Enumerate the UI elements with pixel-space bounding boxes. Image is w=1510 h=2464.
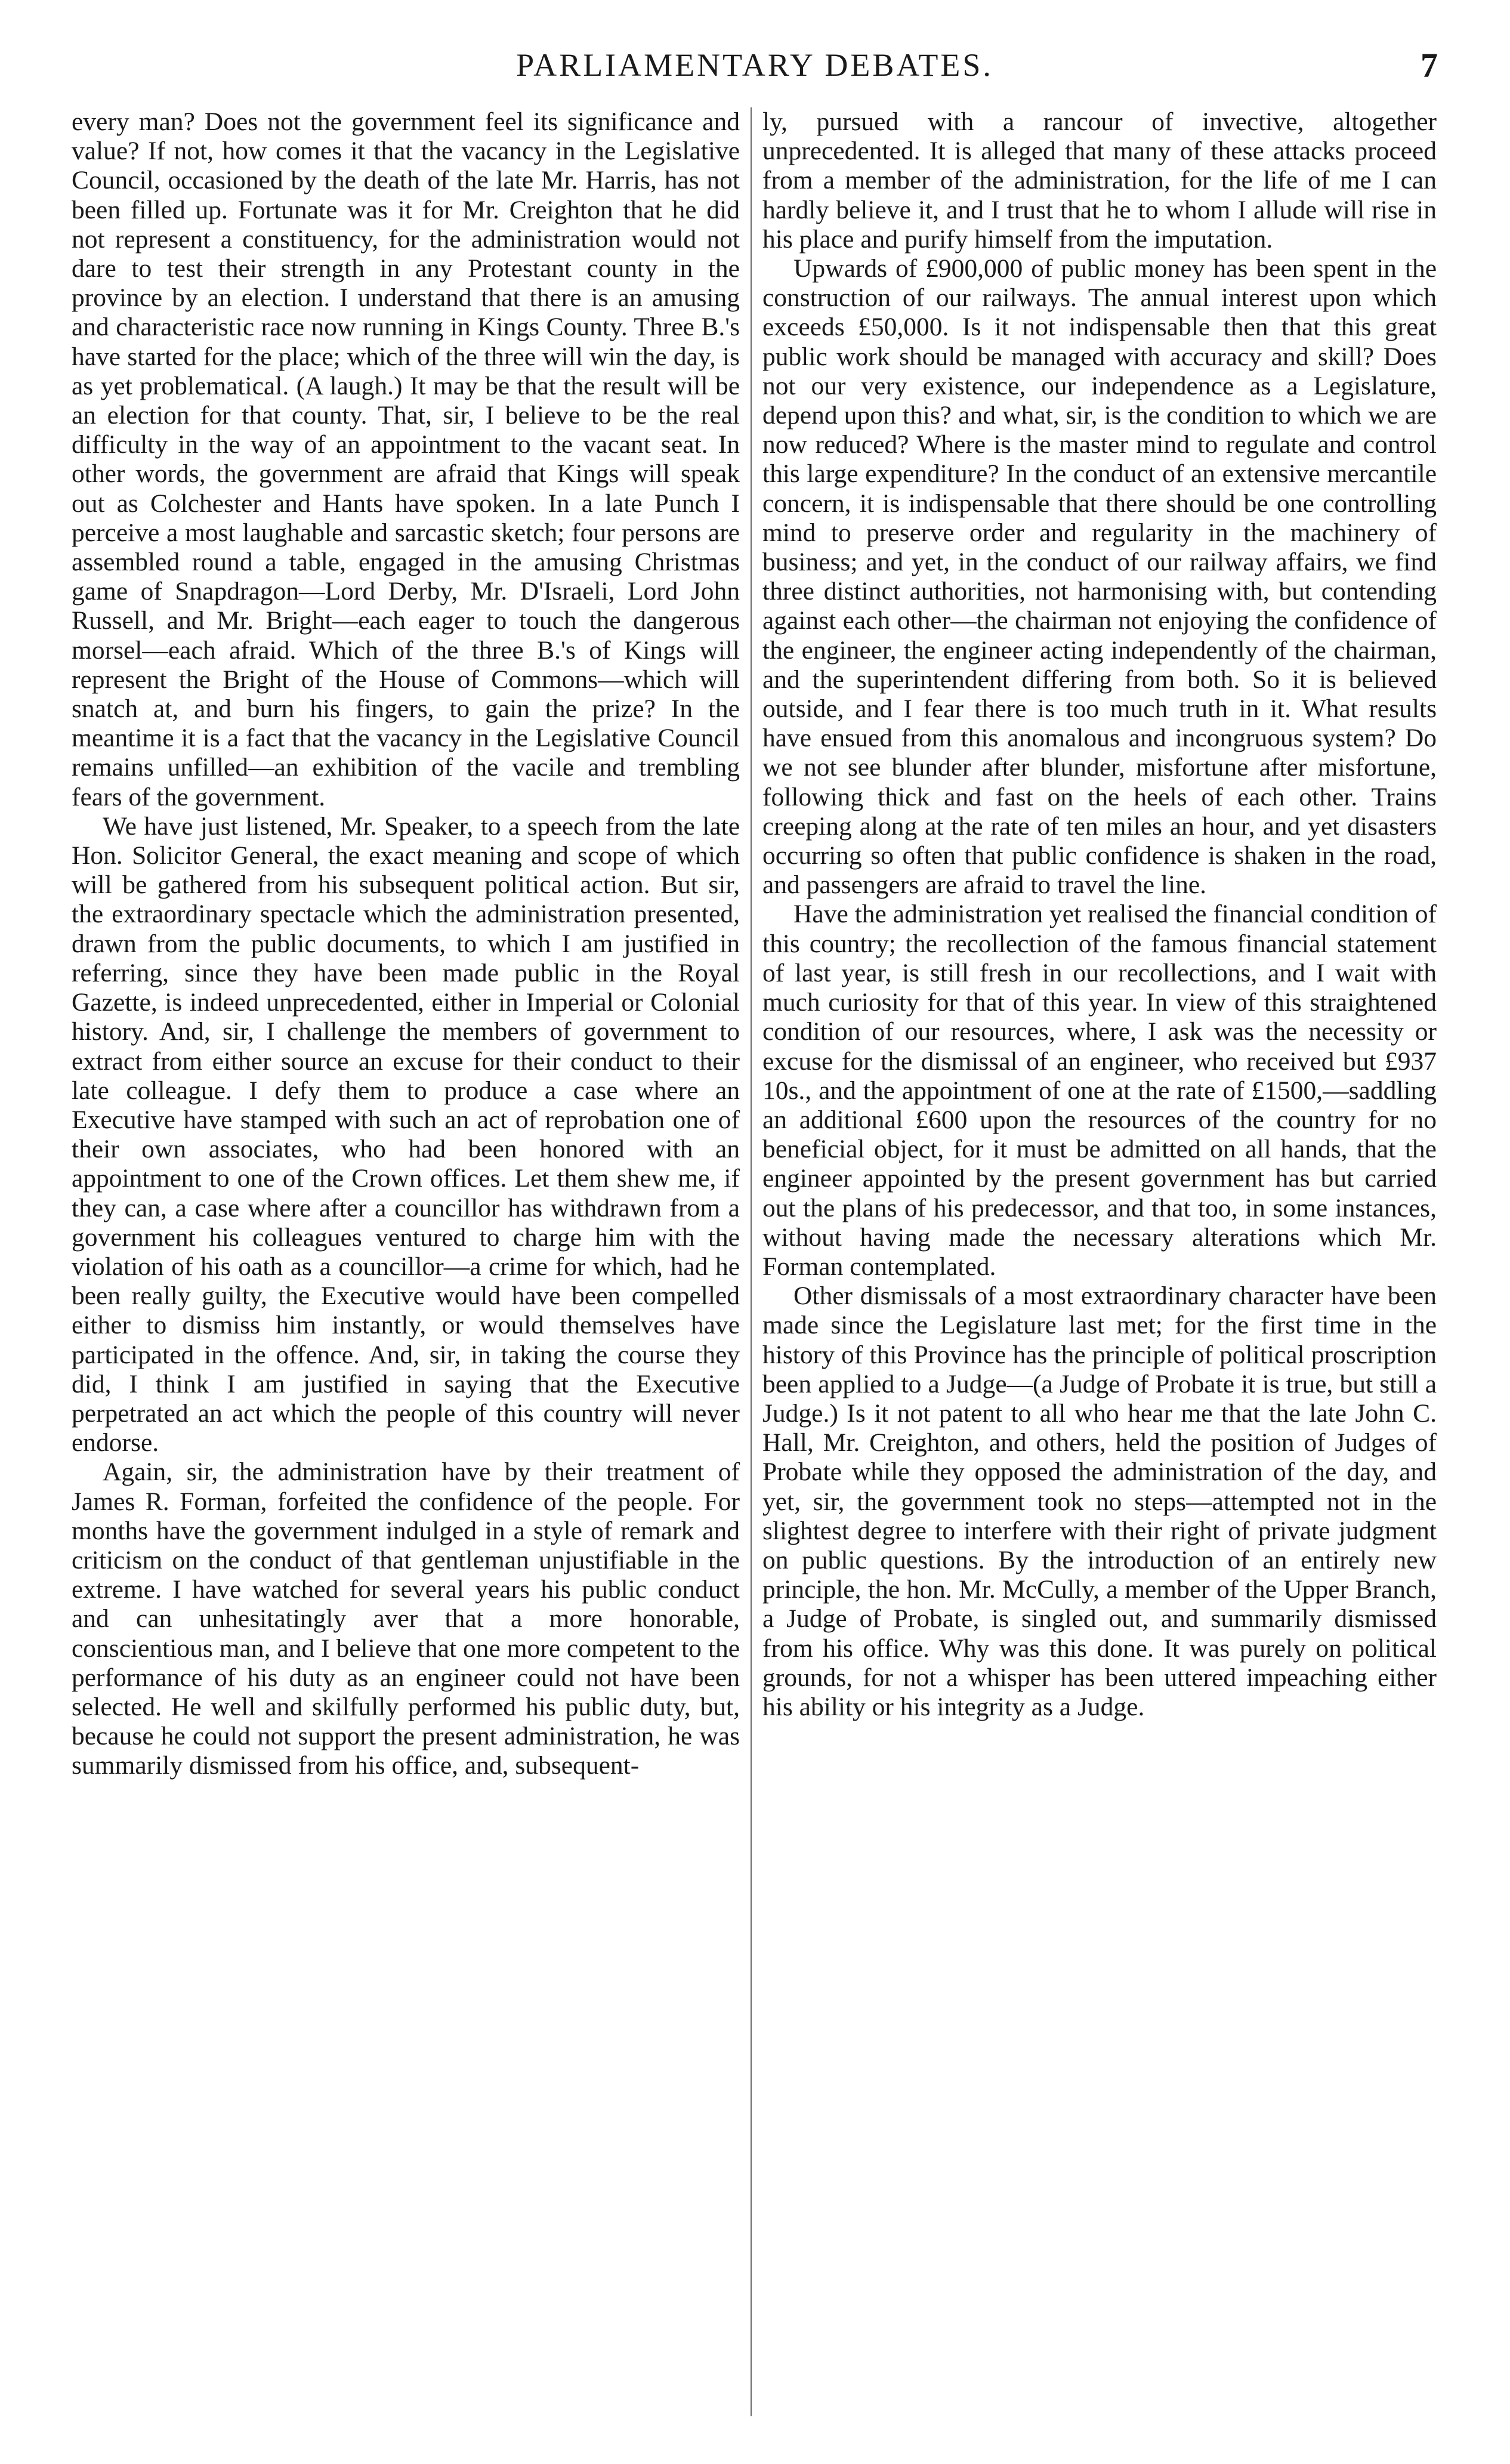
page-title: PARLIAMENTARY DEBATES. [516, 47, 993, 83]
page-number: 7 [1421, 46, 1438, 85]
paragraph-continued: every man? Does not the government feel its significance and value? If not, how comes it that the vacancy in the Legislative Council, occasioned by the death of the late Mr. Harris, has not been filled up. Fortunate was it for Mr. Creighton that he did not represent a constituency, for the administration would not dare to test their strength in any Protestant county in the province by an election. I understand that there is an amusing and characteristic race now running in Kings County. Three B.'s have started for the place; which of the three will win the day, is as yet problematical. (A laugh.) It may be that the result will be an election for that county. That, sir, I believe to be the real difficulty in the way of an appointment to the vacant seat. In other words, the government are afraid that Kings will speak out as Colchester and Hants have spoken. In a late Punch I perceive a most laughable and sarcastic sketch; four persons are assembled round a table, engaged in the amusing Christmas game of Snapdragon—Lord Derby, Mr. D'Israeli, Lord John Russell, and Mr. Bright—each eager to touch the dangerous morsel—each afraid. Which of the three B.'s of Kings will represent the Bright of the House of Commons—which will snatch at, and burn his fingers, to gain the prize? In the meantime it is a fact that the vacancy in the Legislative Council remains unfilled—an exhibition of the vacile and trembling fears of the government. [72, 107, 740, 811]
paragraph: Upwards of £900,000 of public money has been spent in the construction of our railways. The annual interest upon which exceeds £50,000. Is it not indispensable then that this great public work should be managed with accuracy and skill? Does not our very existence, our independence as a Legislature, depend upon this? and what, sir, is the condition to which we are now reduced? Where is the master mind to regulate and control this large expenditure? In the conduct of an extensive mercantile concern, it is indispensable that there should be one controlling mind to preserve order and regularity in the machinery of business; and yet, in the conduct of our railway affairs, we find three distinct authorities, not harmonising with, but contending against each other—the chairman not enjoying the confidence of the engineer, the engineer acting independently of the chairman, and the superintendent differing from both. So it is believed outside, and I fear there is too much truth in it. What results have ensued from this anomalous and incongruous system? Do we not see blunder after blunder, misfortune after misfortune, following thick and fast on the heels of each other. Trains creeping along at the rate of ten miles an hour, and yet disasters occurring so often that public confidence is shaken in the road, and passengers are afraid to travel the line. [762, 254, 1437, 900]
left-column [72, 107, 740, 2416]
column-rule [751, 107, 752, 2416]
paragraph: We have just listened, Mr. Speaker, to a speech from the late Hon. Solicitor General, the exact meaning and scope of which will be gathered from his subsequent political action. But sir, the extraordinary spectacle which the administration presented, drawn from the public documents, to which I am justified in referring, since they have been made public in the Royal Gazette, is indeed unprecedented, either in Imperial or Colonial history. And, sir, I challenge the members of government to extract from either source an excuse for their conduct to their late colleague. I defy them to produce a case where an Executive have stamped with such an act of reprobation one of their own associates, who had been honored with an appointment to one of the Crown offices. Let them shew me, if they can, a case where after a councillor has withdrawn from a government his colleagues ventured to charge him with the violation of his oath as a councillor—a crime for which, had he been really guilty, the Executive would have been compelled either to dismiss him instantly, or would themselves have participated in the offence. And, sir, in taking the course they did, I think I am justified in saying that the Executive perpetrated an act which the people of this country will never endorse. [72, 811, 740, 1458]
paragraph-continued: ly, pursued with a rancour of invective, altogether unprecedented. It is alleged that many of these attacks proceed from a member of the administration, for the life of me I can hardly believe it, and I trust that he to whom I allude will rise in his place and purify himself from the imputation. [762, 107, 1437, 254]
paragraph: Other dismissals of a most extraordinary character have been made since the Legislature last met; for the first time in the history of this Province has the principle of political proscription been applied to a Judge—(a Judge of Probate it is true, but still a Judge.) Is it not patent to all who hear me that the late John C. Hall, Mr. Creighton, and others, held the position of Judges of Probate while they opposed the administration of the day, and yet, sir, the government took no steps—attempted not in the slightest degree to interfere with their right of private judgment on public questions. By the introduction of an entirely new principle, the hon. Mr. McCully, a member of the Upper Branch, a Judge of Probate, is singled out, and summarily dismissed from his office. Why was this done. It was purely on political grounds, for not a whisper has been uttered impeaching either his ability or his integrity as a Judge. [762, 1282, 1437, 1721]
paragraph: Again, sir, the administration have by their treatment of James R. Forman, forfeited the confidence of the people. For months have the government indulged in a style of remark and criticism on the conduct of that gentleman unjustifiable in the extreme. I have watched for several years his public conduct and can unhesitatingly aver that a more honorable, conscientious man, and I believe that one more competent to the performance of his duty as an engineer could not have been selected. He well and skilfully performed his public duty, but, because he could not support the present administration, he was summarily dismissed from his office, and, subsequent- [72, 1458, 740, 1780]
paragraph: Have the administration yet realised the financial condition of this country; the recollection of the famous financial statement of last year, is still fresh in our recollections, and I wait with much curiosity for that of this year. In view of this straightened condition of our resources, where, I ask was the necessity or excuse for the dismissal of an engineer, who received but £937 10s., and the appointment of one at the rate of £1500,—saddling an additional £600 upon the resources of the country for no beneficial object, for it must be admitted on all hands, that the engineer appointed by the present government has but carried out the plans of his predecessor, and that too, in some instances, without having made the necessary alterations which Mr. Forman contemplated. [762, 900, 1437, 1281]
running-head [72, 47, 1438, 94]
right-column [762, 107, 1437, 2416]
